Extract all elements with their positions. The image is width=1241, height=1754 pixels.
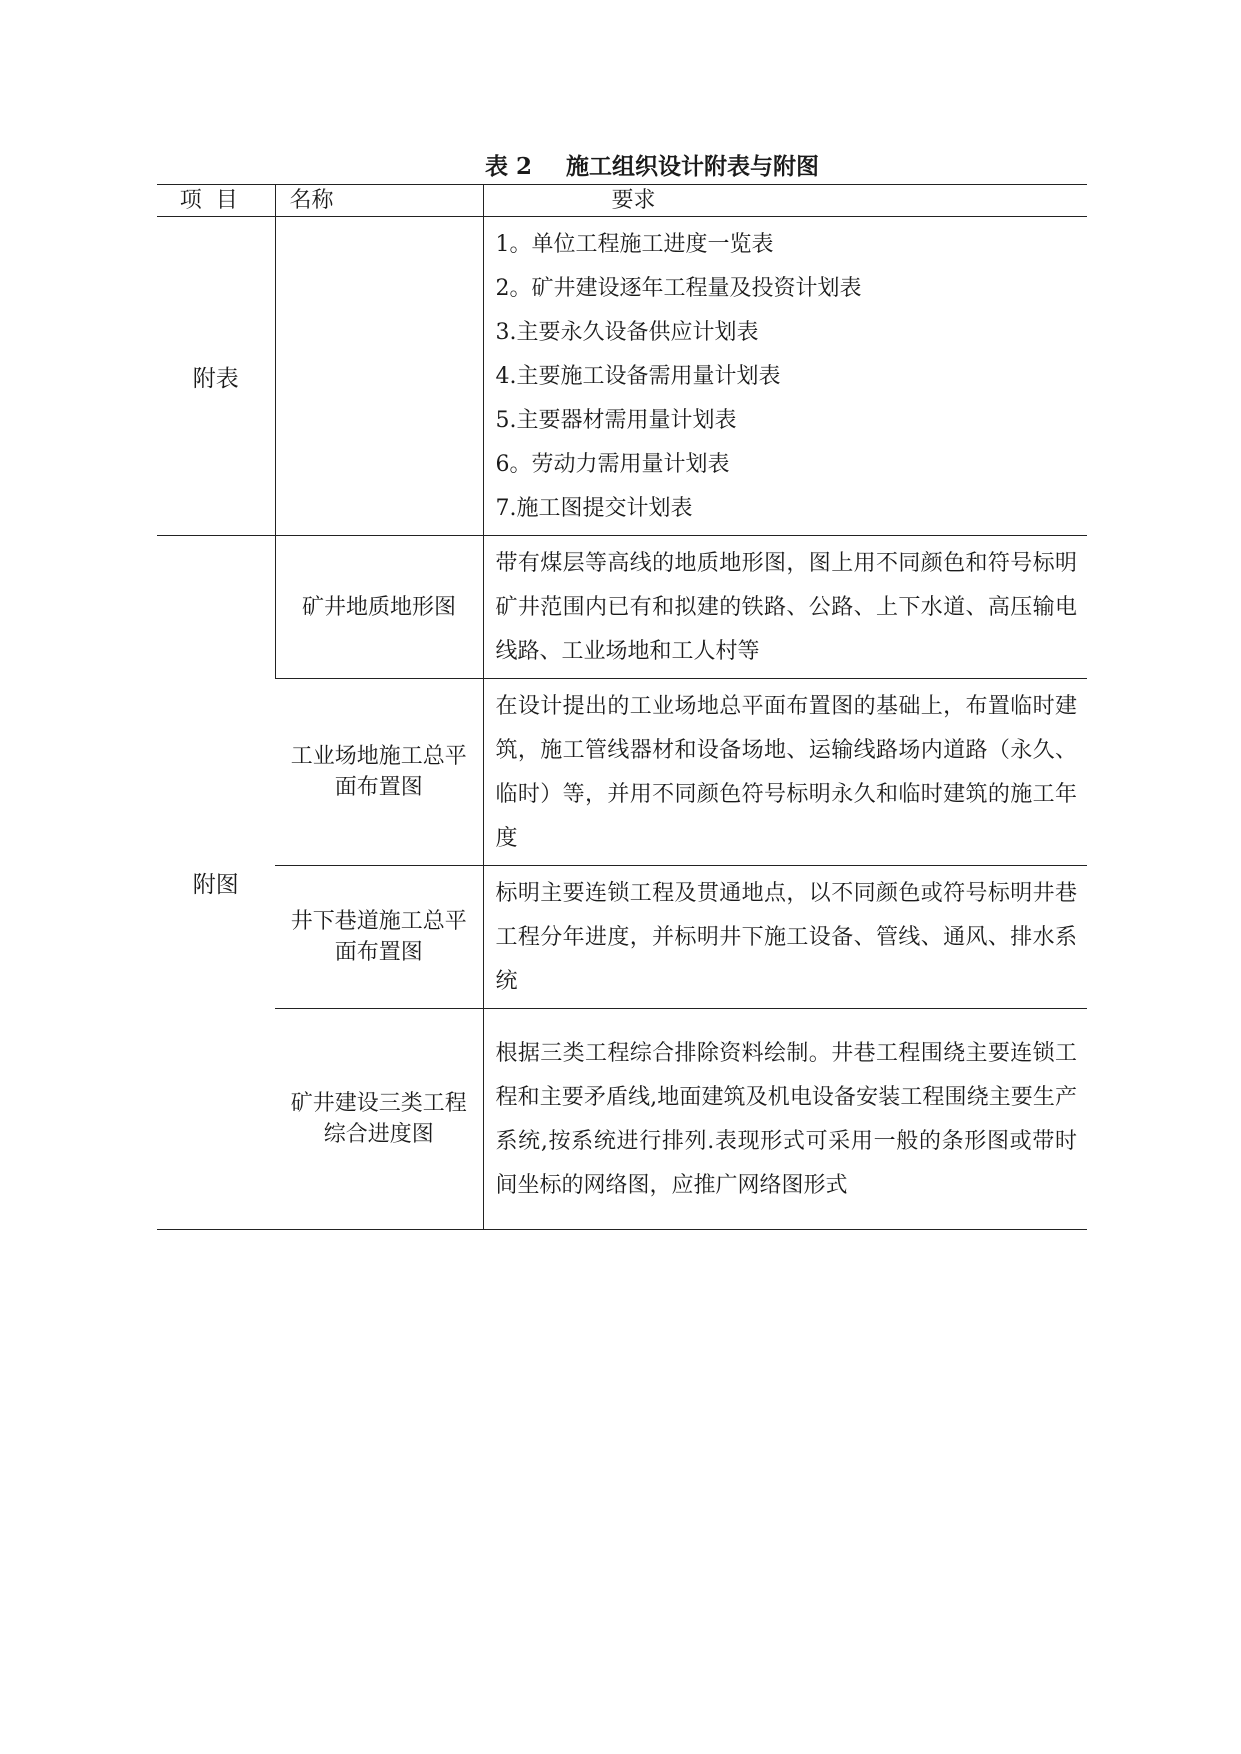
header-name: 名称 bbox=[275, 185, 483, 217]
list-item: 5.主要器材需用量计划表 bbox=[495, 408, 737, 433]
header-item: 项目 bbox=[157, 185, 275, 217]
list-item: 1。单位工程施工进度一览表 bbox=[495, 232, 774, 257]
appendix-table-list bbox=[496, 223, 1078, 531]
header-requirement: 要求 bbox=[483, 185, 1087, 217]
figure-name: 矿井建设三类工程综合进度图 bbox=[275, 1009, 483, 1230]
table-row bbox=[157, 679, 1087, 866]
figure-name: 井下巷道施工总平面布置图 bbox=[275, 866, 483, 1009]
category-appendix-tables: 附表 bbox=[157, 217, 275, 536]
category-appendix-figures: 附图 bbox=[157, 536, 275, 1230]
table-title: 施工组织设计附表与附图 bbox=[566, 153, 819, 180]
table-number: 表 2 bbox=[484, 153, 532, 180]
name-cell-empty bbox=[275, 217, 483, 536]
figure-requirement: 标明主要连锁工程及贯通地点，以不同颜色或符号标明井巷工程分年进度，并标明井下施工设备、管线、通风、排水系统 bbox=[483, 866, 1087, 1009]
figure-requirement: 带有煤层等高线的地质地形图，图上用不同颜色和符号标明矿井范围内已有和拟建的铁路、公路、上下水道、高压输电线路、工业场地和工人村等 bbox=[483, 536, 1087, 679]
figure-name: 工业场地施工总平面布置图 bbox=[275, 679, 483, 866]
list-item: 6。劳动力需用量计划表 bbox=[495, 452, 730, 477]
header-row bbox=[157, 185, 1087, 217]
document-page bbox=[157, 150, 1087, 1230]
appendix-table bbox=[157, 184, 1087, 1230]
list-item: 3.主要永久设备供应计划表 bbox=[495, 320, 759, 345]
list-item: 2。矿井建设逐年工程量及投资计划表 bbox=[495, 276, 862, 301]
figure-requirement: 根据三类工程综合排除资料绘制。井巷工程围绕主要连锁工程和主要矛盾线,地面建筑及机电设备安装工程围绕主要生产系统,按系统进行排列.表现形式可采用一般的条形图或带时间坐标的网络图，应推广网络图形式 bbox=[483, 1009, 1087, 1230]
list-item: 4.主要施工设备需用量计划表 bbox=[495, 364, 781, 389]
table-row bbox=[157, 1009, 1087, 1230]
table-row bbox=[157, 536, 1087, 679]
figure-name: 矿井地质地形图 bbox=[275, 536, 483, 679]
table-caption bbox=[217, 150, 1087, 184]
list-item: 7.施工图提交计划表 bbox=[495, 496, 693, 521]
figure-requirement: 在设计提出的工业场地总平面布置图的基础上，布置临时建筑，施工管线器材和设备场地、运输线路场内道路（永久、临时）等，并用不同颜色符号标明永久和临时建筑的施工年度 bbox=[483, 679, 1087, 866]
table-row bbox=[157, 217, 1087, 536]
table-row bbox=[157, 866, 1087, 1009]
requirement-cell bbox=[483, 217, 1087, 536]
